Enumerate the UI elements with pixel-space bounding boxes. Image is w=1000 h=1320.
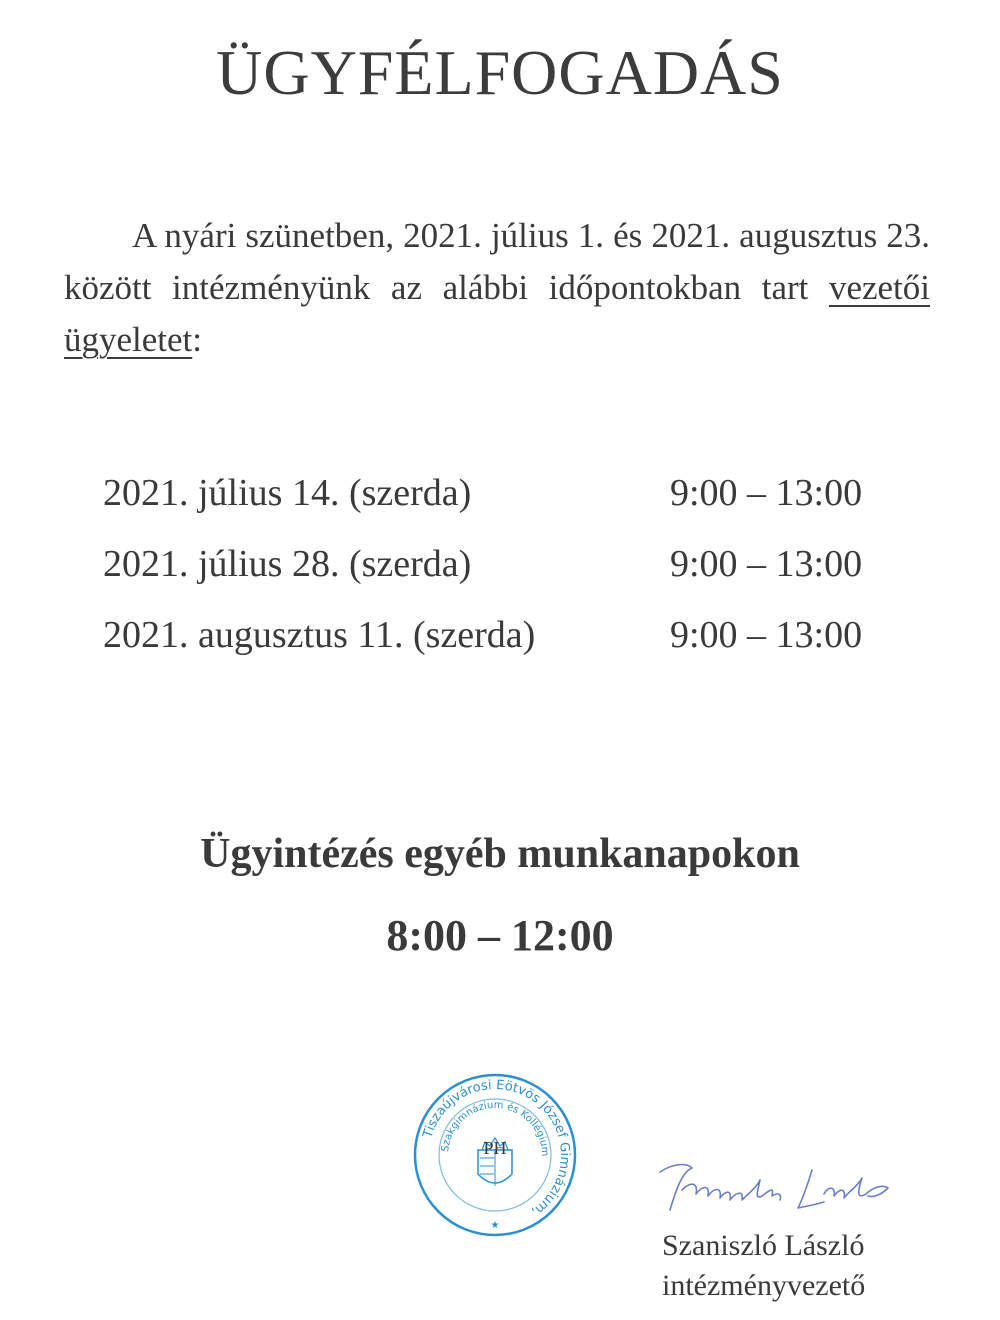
signer-position: intézményvezető <box>662 1269 866 1302</box>
schedule-date: 2021. augusztus 11. (szerda) <box>103 614 536 656</box>
page-title: ÜGYFÉLFOGADÁS <box>216 37 784 108</box>
handwritten-signature <box>652 1150 912 1230</box>
stamp-center-text: PH <box>483 1138 507 1158</box>
signature-stroke <box>660 1165 692 1210</box>
schedule-row <box>103 539 923 610</box>
other-days-label: Ügyintézés egyéb munkanapokon <box>200 831 800 877</box>
signature-stroke <box>798 1170 824 1208</box>
intro-line-1: A nyári szünetben, 2021. július 1. és <box>132 216 643 255</box>
intro-line-2: 2021. augusztus 23. között intézményünk az <box>64 216 930 307</box>
stamp-ring-textpath: Tiszaújvárosi Eötvös József Gimnázium, <box>420 1077 573 1220</box>
intro-paragraph <box>64 210 930 366</box>
institution-stamp <box>410 1070 580 1240</box>
schedule-row <box>103 610 923 681</box>
other-days-hours: 8:00 – 12:00 <box>386 911 614 960</box>
duty-underlined-text: vezetői ügyeletet <box>64 268 930 359</box>
schedule-row <box>103 468 923 539</box>
star-icon: ★ <box>490 1220 500 1231</box>
signature-stroke <box>682 1180 781 1200</box>
schedule-time: 9:00 – 13:00 <box>670 472 863 514</box>
signer-block <box>662 1226 865 1306</box>
intro-line-3-colon: : <box>192 320 203 359</box>
schedule-time: 9:00 – 13:00 <box>670 614 863 656</box>
signature-stroke <box>824 1178 888 1198</box>
intro-line-3-text: alábbi időpontokban tart <box>442 268 829 307</box>
schedule-list <box>103 468 923 681</box>
signer-name: Szaniszló László <box>662 1229 865 1262</box>
stamp-inner-textpath: Szakgimnázium és Kollégium <box>440 1099 551 1157</box>
schedule-date: 2021. július 28. (szerda) <box>103 543 472 585</box>
schedule-time: 9:00 – 13:00 <box>670 543 863 585</box>
schedule-date: 2021. július 14. (szerda) <box>103 472 472 514</box>
